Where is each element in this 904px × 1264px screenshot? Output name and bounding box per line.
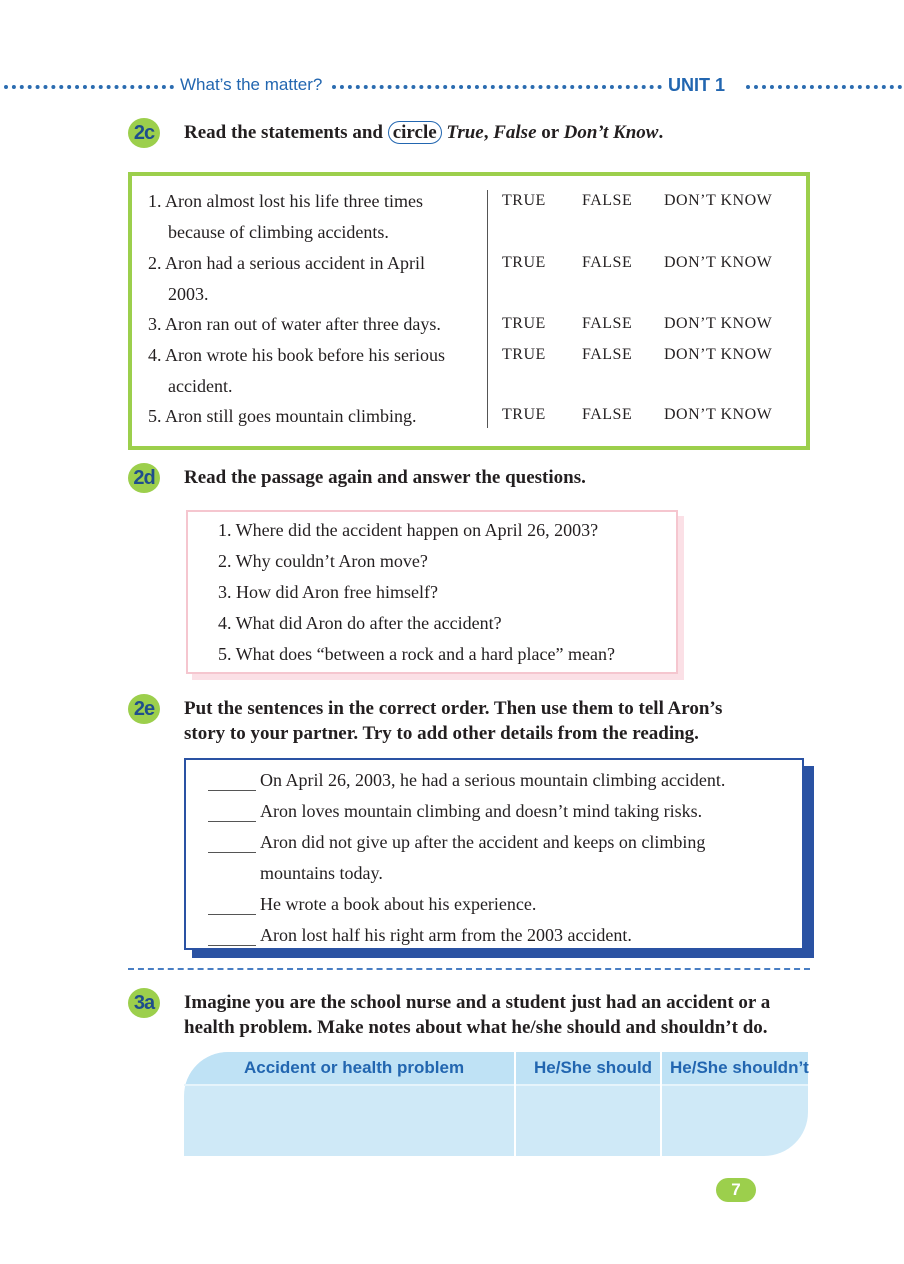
answer-blank[interactable] <box>208 945 256 946</box>
sentence-1: On April 26, 2003, he had a serious mountain climbing accident. <box>260 770 726 790</box>
section-badge-2c: 2c <box>128 118 160 148</box>
header-dots-middle <box>332 85 662 89</box>
sentence-4: He wrote a book about his experience. <box>260 894 537 914</box>
answer-blank[interactable] <box>208 852 256 853</box>
header-separator <box>184 1084 808 1086</box>
question-3: 3. How did Aron free himself? <box>218 582 438 602</box>
answer-blank[interactable] <box>208 790 256 791</box>
section-badge-3a: 3a <box>128 988 160 1018</box>
option-false[interactable]: FALSE <box>582 192 633 209</box>
question-5: 5. What does “between a rock and a hard place” mean? <box>218 644 615 664</box>
unit-label: UNIT 1 <box>668 75 726 95</box>
column-header-shouldnt: He/She shouldn’t <box>670 1058 809 1077</box>
option-false[interactable]: FALSE <box>582 406 633 423</box>
option-dont-know[interactable]: DON’T KNOW <box>664 315 773 332</box>
header-dots-left <box>4 85 174 89</box>
instruction-3a: Imagine you are the school nurse and a student just had an accident or a health problem. Make notes about what he/she should and shouldn’t do. <box>184 992 771 1038</box>
header-dots-right <box>746 85 902 89</box>
option-true[interactable]: TRUE <box>502 346 546 363</box>
option-dont-know[interactable]: DON’T KNOW <box>664 346 773 363</box>
option-true[interactable]: TRUE <box>502 254 546 271</box>
column-header-should: He/She should <box>534 1058 653 1077</box>
statement-5: 5. Aron still goes mountain climbing. <box>148 406 417 426</box>
sentence-2: Aron loves mountain climbing and doesn’t mind taking risks. <box>260 801 703 821</box>
sentence-3: Aron did not give up after the accident and keeps on climbing <box>260 832 706 852</box>
question-1: 1. Where did the accident happen on April 26, 2003? <box>218 520 599 540</box>
option-dont-know[interactable]: DON’T KNOW <box>664 192 773 209</box>
question-4: 4. What did Aron do after the accident? <box>218 613 502 633</box>
option-dont-know[interactable]: DON’T KNOW <box>664 406 773 423</box>
option-true[interactable]: TRUE <box>502 192 546 209</box>
column-separator <box>660 1052 662 1156</box>
answer-blank[interactable] <box>208 821 256 822</box>
option-true[interactable]: TRUE <box>502 315 546 332</box>
sentence-5: Aron lost half his right arm from the 2003 accident. <box>260 925 632 945</box>
instruction-2c: Read the statements and circle True, False or Don’t Know. <box>184 122 664 143</box>
statement-2: 2. Aron had a serious accident in April 2003. <box>148 253 425 304</box>
answer-blank[interactable] <box>208 914 256 915</box>
statement-3: 3. Aron ran out of water after three days. <box>148 314 441 334</box>
column-separator <box>514 1052 516 1156</box>
section-divider <box>128 968 810 970</box>
page-number: 7 <box>716 1178 756 1202</box>
option-false[interactable]: FALSE <box>582 346 633 363</box>
column-header-problem: Accident or health problem <box>244 1058 465 1077</box>
option-dont-know[interactable]: DON’T KNOW <box>664 254 773 271</box>
running-title: What’s the matter? <box>180 75 323 94</box>
section-badge-2d: 2d <box>128 463 160 493</box>
circle-word: circle <box>388 121 442 144</box>
instruction-2e: Put the sentences in the correct order. Then use them to tell Aron’s story to your partner. Try to add other details from the reading. <box>184 698 723 744</box>
option-false[interactable]: FALSE <box>582 254 633 271</box>
instruction-2d: Read the passage again and answer the questions. <box>184 467 586 488</box>
column-divider <box>487 190 488 428</box>
section-badge-2e: 2e <box>128 694 160 724</box>
statement-4: 4. Aron wrote his book before his serious accident. <box>148 345 445 396</box>
statement-1: 1. Aron almost lost his life three times because of climbing accidents. <box>148 191 423 242</box>
question-2: 2. Why couldn’t Aron move? <box>218 551 428 571</box>
sentence-3-continued: mountains today. <box>260 863 383 883</box>
option-true[interactable]: TRUE <box>502 406 546 423</box>
option-false[interactable]: FALSE <box>582 315 633 332</box>
